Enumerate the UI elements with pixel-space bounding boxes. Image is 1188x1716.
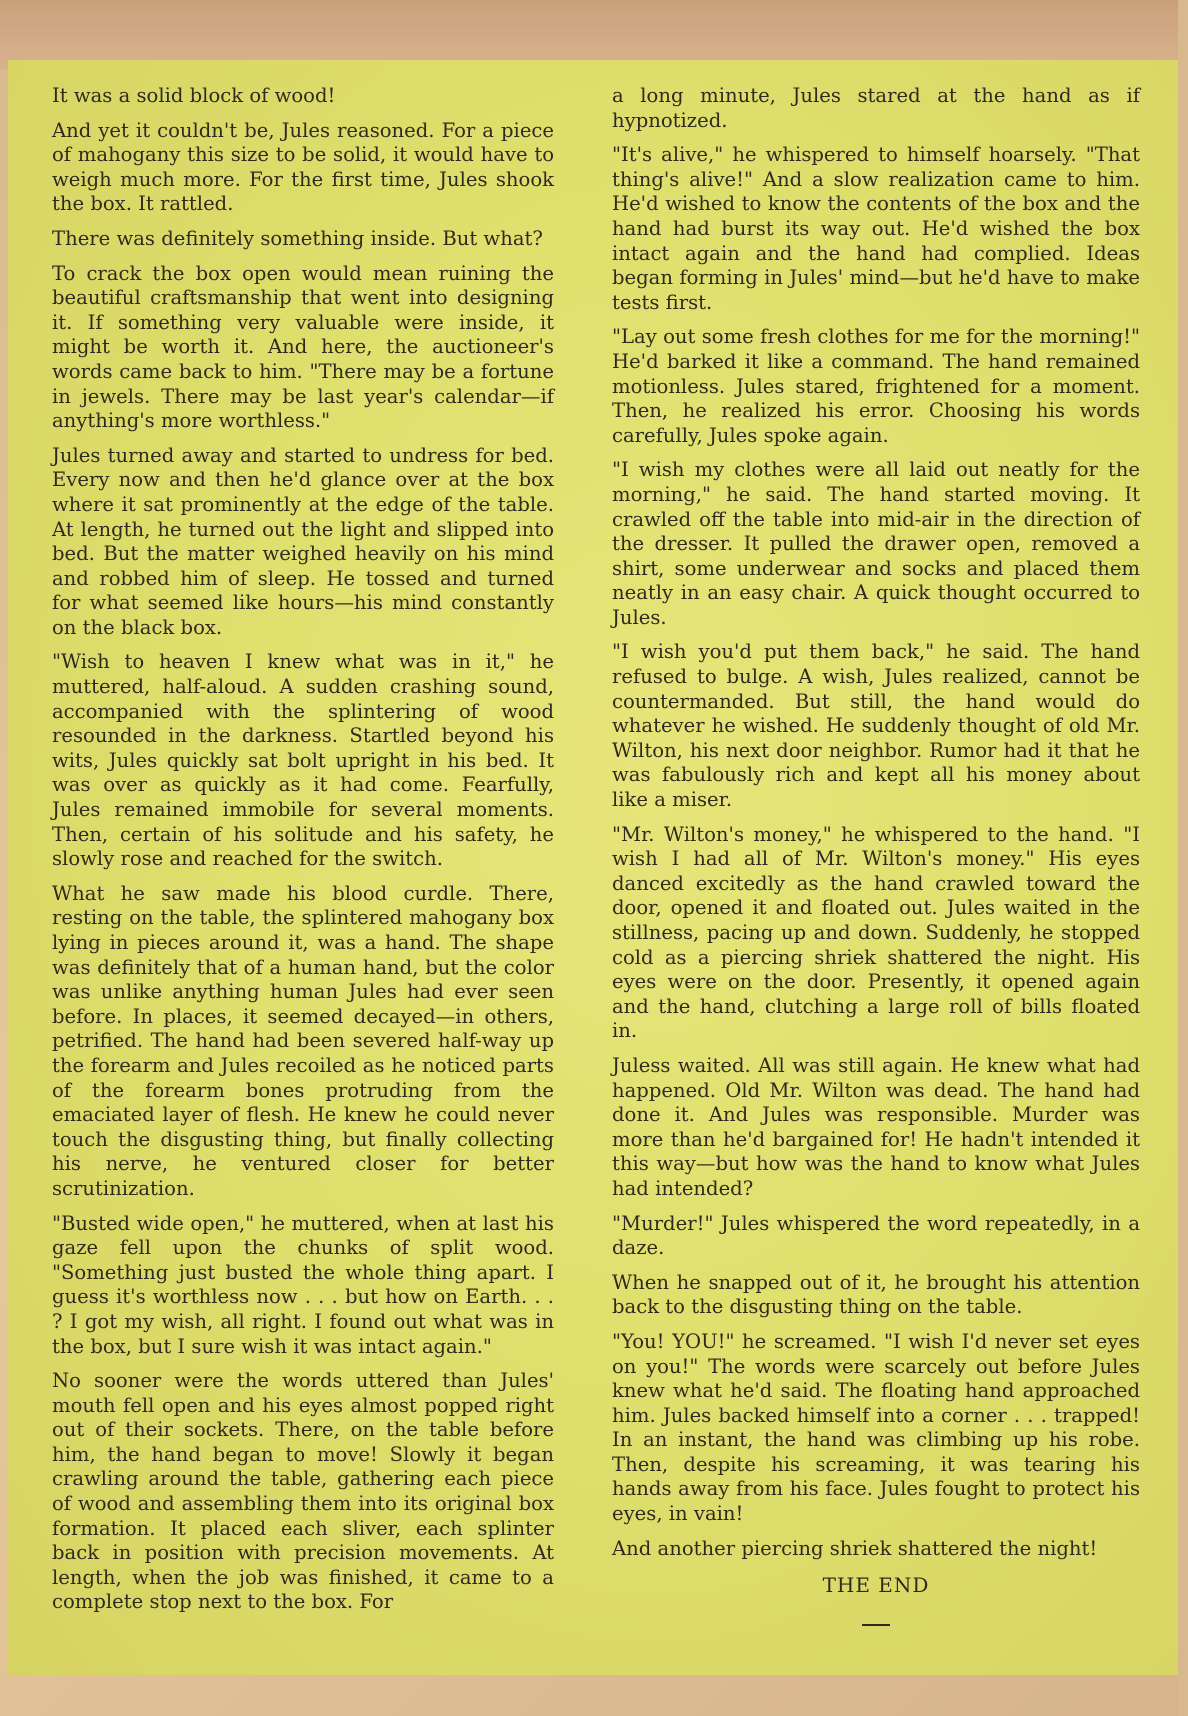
right-text-column (612, 84, 1140, 1626)
page-right-border (1178, 0, 1188, 1716)
paragraph: And another piercing shriek shattered the night! (612, 1536, 1098, 1560)
left-text-column (52, 84, 554, 1625)
end-dash-divider (862, 1624, 890, 1626)
paragraph: It was a solid block of wood! (52, 84, 336, 107)
paragraph: "Murder!" Jules whispered the word repeatedly, in a daze. (612, 1211, 1140, 1260)
paragraph: "Lay out some fresh clothes for me for the morning!" He'd barked it like a command. The hand remained motionless. Jules stared, frightened for a moment. Then, he realized his error. Choosing his words carefully, Jules spoke again. (612, 325, 1140, 447)
paragraph: What he saw made his blood curdle. There, resting on the table, the splintered mahogany box lying in pieces around it, was a hand. The shape was definitely that of a human hand, but the color was unlike anything human Jules had ever seen before. In places, it seemed decayed—in others, petrified. The hand had been severed half-way up the forearm and Jules recoiled as he noticed parts of the forearm bones protruding from the emaciated layer of flesh. He knew he could never touch the disgusting thing, but finally collecting his nerve, he ventured closer for better scrutinization. (52, 881, 554, 1200)
paragraph: "I wish you'd put them back," he said. The hand refused to bulge. A wish, Jules realized, cannot be countermanded. But still, the hand would do whatever he wished. He suddenly thought of old Mr. Wilton, his next door neighbor. Rumor had it that he was fabulously rich and kept all his money about like a miser. (612, 640, 1140, 812)
the-end-label: THE END (822, 1573, 930, 1598)
paragraph: a long minute, Jules stared at the hand as if hypnotized. (612, 84, 1140, 132)
paragraph: Juless waited. All was still again. He knew what had happened. Old Mr. Wilton was dead. The hand had done it. And Jules was responsible. Murder was more than he'd bargained for! He hadn't intended it this way—but how was the hand to know what Jules had intended? (612, 1053, 1140, 1200)
paragraph: Jules turned away and started to undress for bed. Every now and then he'd glance over at the box where it sat prominently at the edge of the table. At length, he turned out the light and slipped into bed. But the matter weighed heavily on his mind and robbed him of sleep. He tossed and turned for what seemed like hours—his mind constantly on the black box. (52, 443, 554, 639)
paragraph: "You! YOU!" he screamed. "I wish I'd never set eyes on you!" The words were scarcely out before Jules knew what he'd said. The floating hand approached him. Jules backed himself into a corner . . . trapped! In an instant, the hand was climbing up his robe. Then, despite his screaming, it was tearing his hands away from his face. Jules fought to protect his eyes, in vain! (612, 1329, 1140, 1526)
paragraph: There was definitely something inside. But what? (52, 226, 543, 250)
paragraph: "I wish my clothes were all laid out neatly for the morning," he said. The hand started moving. It crawled off the table into mid-air in the direction of the dresser. It pulled the drawer open, removed a shirt, some underwear and socks and placed them neatly in an easy chair. A quick thought occurred to Jules. (612, 458, 1140, 629)
paragraph: "Busted wide open," he muttered, when at last his gaze fell upon the chunks of split wood. "Something just busted the whole thing apart. I guess it's worthless now . . . but how on Earth. . . ? I got my wish, all right. I found out what was in the box, but I sure wish it was intact again." (52, 1211, 554, 1358)
paragraph: To crack the box open would mean ruining the beautiful craftsmanship that went into designing it. If something very valuable were inside, it might be worth it. And here, the auctioneer's words came back to him. "There may be a fortune in jewels. There may be last year's calendar—if anything's more worthless." (52, 261, 554, 433)
paragraph: "It's alive," he whispered to himself hoarsely. "That thing's alive!" And a slow realization came to him. He'd wished to know the contents of the box and the hand had burst its way out. He'd wished the box intact again and the hand had complied. Ideas began forming in Jules' mind—but he'd have to make tests first. (612, 143, 1140, 314)
paragraph: "Wish to heaven I knew what was in it," he muttered, half-aloud. A sudden crashing sound, accompanied with the splintering of wood resounded in the darkness. Startled beyond his wits, Jules quickly sat bolt upright in his bed. It was over as quickly as it had come. Fearfully, Jules remained immobile for several moments. Then, certain of his solitude and his safety, he slowly rose and reached for the switch. (52, 650, 554, 871)
paragraph: No sooner were the words uttered than Jules' mouth fell open and his eyes almost popped right out of their sockets. There, on the table before him, the hand began to move! Slowly it began crawling around the table, gathering each piece of wood and assembling them into its original box formation. It placed each sliver, each splinter back in position with precision movements. At length, when the job was finished, it came to a complete stop next to the box. For (52, 1369, 554, 1614)
paragraph: "Mr. Wilton's money," he whispered to the hand. "I wish I had all of Mr. Wilton's money." His eyes danced excitedly as the hand crawled toward the door, opened it and floated out. Jules waited in the stillness, pacing up and down. Suddenly, he stopped cold as a piercing shriek shattered the night. His eyes were on the door. Presently, it opened again and the hand, clutching a large roll of bills floated in. (612, 822, 1140, 1043)
paragraph: When he snapped out of it, he brought his attention back to the disgusting thing on the table. (612, 1270, 1140, 1319)
paragraph: And yet it couldn't be, Jules reasoned. For a piece of mahogany this size to be solid, it would have to weigh much more. For the first time, Jules shook the box. It rattled. (52, 118, 554, 216)
